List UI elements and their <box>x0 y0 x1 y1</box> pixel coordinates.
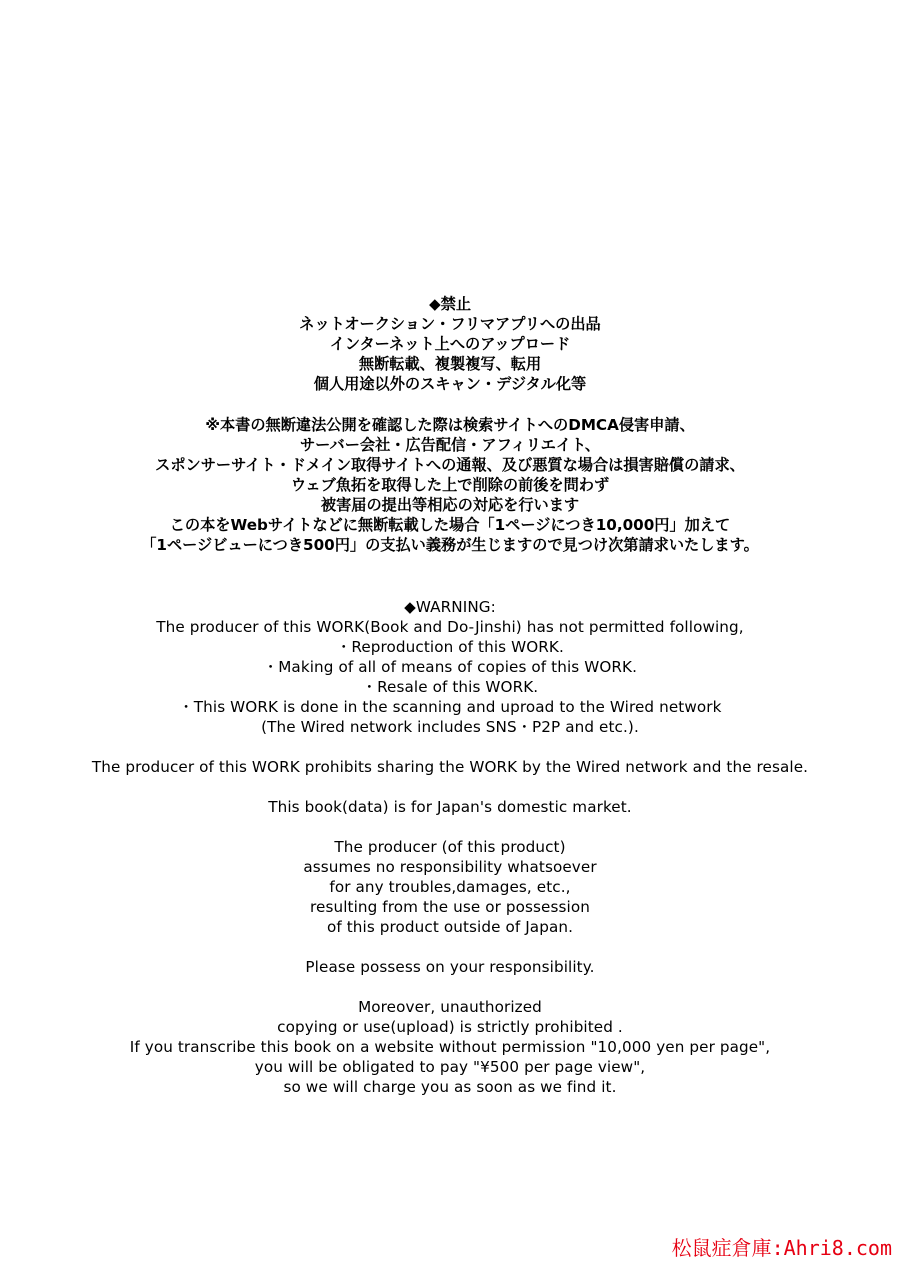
site-watermark: 松鼠症倉庫:Ahri8.com <box>671 1236 892 1260</box>
jp-prohibited-line: 無断転載、複製複写、転用 <box>358 355 542 373</box>
en-warning-intro: The producer of this WORK(Book and Do-Jinshi) has not permitted following, <box>156 618 744 636</box>
en-domestic-line: This book(data) is for Japan's domestic market. <box>268 798 632 816</box>
jp-notice-line: スポンサーサイト・ドメイン取得サイトへの通報、及び悪質な場合は損害賠償の請求、 <box>155 456 745 474</box>
en-responsibility-line: resulting from the use or possession <box>310 898 590 916</box>
en-possess-line: Please possess on your responsibility. <box>305 958 595 976</box>
en-warning-item: (The Wired network includes SNS・P2P and etc.). <box>261 718 639 736</box>
en-warning-item: ・Resale of this WORK. <box>361 678 539 696</box>
jp-prohibited-section <box>0 294 900 394</box>
en-warning-section <box>0 597 900 1097</box>
en-moreover-line: you will be obligated to pay "¥500 per page view", <box>254 1058 646 1076</box>
jp-notice-line: この本をWebサイトなどに無断転載した場合「1ページにつき10,000円」加えて <box>169 516 731 534</box>
en-warning-item: ・Reproduction of this WORK. <box>336 638 564 656</box>
en-responsibility-line: The producer (of this product) <box>334 838 566 856</box>
spacer <box>0 817 900 837</box>
spacer <box>0 777 900 797</box>
spacer <box>0 937 900 957</box>
en-warning-item: ・This WORK is done in the scanning and uproad to the Wired network <box>178 698 722 716</box>
en-moreover-line: copying or use(upload) is strictly prohibited . <box>277 1018 623 1036</box>
jp-prohibited-heading: ◆禁止 <box>428 295 472 313</box>
en-responsibility-line: for any troubles,damages, etc., <box>329 878 571 896</box>
en-prohibits-line: The producer of this WORK prohibits sharing the WORK by the Wired network and the resale. <box>91 758 809 776</box>
spacer <box>0 977 900 997</box>
en-warning-item: ・Making of all of means of copies of this WORK. <box>262 658 638 676</box>
en-responsibility-line: of this product outside of Japan. <box>326 918 574 936</box>
jp-notice-section <box>0 415 900 555</box>
jp-notice-line: 被害届の提出等相応の対応を行います <box>320 496 580 514</box>
en-moreover-line: If you transcribe this book on a website without permission "10,000 yen per page", <box>129 1038 771 1056</box>
en-responsibility-line: assumes no responsibility whatsoever <box>303 858 597 876</box>
jp-notice-line: ※本書の無断違法公開を確認した際は検索サイトへのDMCA侵害申請、 <box>205 416 695 434</box>
jp-notice-line: 「1ページビューにつき500円」の支払い義務が生じますので見つけ次第請求いたします。 <box>141 536 759 554</box>
jp-prohibited-line: 個人用途以外のスキャン・デジタル化等 <box>313 375 587 393</box>
spacer <box>0 737 900 757</box>
jp-prohibited-line: インターネット上へのアップロード <box>329 335 571 353</box>
jp-notice-line: サーバー会社・広告配信・アフィリエイト、 <box>299 436 601 454</box>
jp-prohibited-line: ネットオークション・フリマアプリへの出品 <box>299 315 601 333</box>
en-moreover-line: so we will charge you as soon as we find it. <box>283 1078 617 1096</box>
en-warning-heading: ◆WARNING: <box>404 598 496 616</box>
en-moreover-line: Moreover, unauthorized <box>358 998 542 1016</box>
jp-notice-line: ウェブ魚拓を取得した上で削除の前後を問わず <box>290 476 610 494</box>
